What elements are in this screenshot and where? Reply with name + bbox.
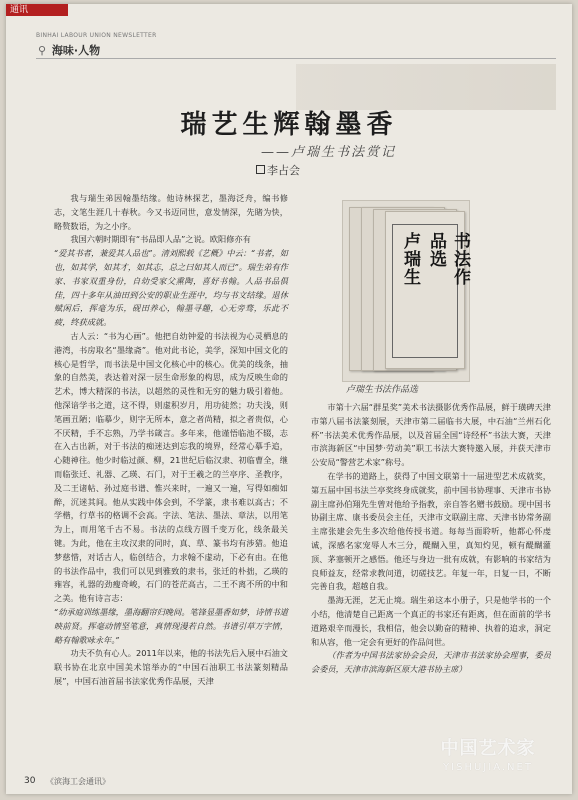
cover-title-col-a: 卢瑞生 (400, 232, 420, 286)
paragraph: 我与瑞生弟因翰墨结缘。他诗林探艺，墨海泛舟，编书修志，文笔生涯几十春秋。今又书迈同世，意发情深，先睹为快，略赘数语，为之小序。 (54, 193, 288, 231)
site-watermark (408, 734, 568, 773)
watermark-line1: 中国艺术家 (440, 738, 536, 759)
article-title: 瑞艺生辉翰墨香 (180, 110, 398, 140)
paragraph: 我国六朝时期即有“书品即人品”之说。欧阳修亦有 (70, 234, 251, 245)
book-cover-front (385, 211, 470, 369)
header-divider (36, 58, 556, 59)
section-label: 海味·人物 (51, 44, 101, 57)
newsletter-label: BINHAI LABOUR UNION NEWSLETTER (36, 32, 157, 39)
magazine-page (6, 4, 572, 794)
article-column-right (311, 401, 551, 677)
author-name: 李占会 (267, 164, 300, 177)
author-note: （作者为中国书法家协会会员，天津市书法家协会理事，委员会委员，天津市滨海新区原大港书协主席） (311, 650, 551, 675)
cover-title-col-b: 书法作品选 (426, 232, 470, 286)
publication-name: 《滨海工会通讯》 (46, 777, 110, 786)
page-number: 30 (24, 776, 36, 786)
paragraph: 墨海无涯，艺无止境。瑞生弟这本小册子，只是他学书的一个小结，他清楚自己距离一个真正的书家还有距离，但在面前的学书道路艰辛而漫长，我相信，他会以勤奋的精神、执着的追求，洞定和从容，他一定会有更好的作品问世。 (311, 595, 551, 647)
watermark-line2: YISHUJIA.NET (443, 762, 533, 773)
article-subtitle: ——卢瑞生书法赏记 (261, 145, 397, 160)
quote-paragraph: “爱其书者，兼爱其人品也”。清刘熙载《艺概》中云：“书者，如也，如其学，如其才，如其志，总之曰如其人而已”。瑞生弟有作家、书家双重身份，自幼受家父熏陶，喜好书翰。人品书品俱佳，四十多年从油田到公安的职业生涯中，均与书文结缘。退休赋闲后，挥毫为乐，砚田养心，翰墨寻趣，心无旁骛，乐此不疲，终获成就。 (54, 248, 288, 328)
paragraph: 在学书的道路上，获得了中国文联第十一届进型艺术成就奖，第五届中国书法兰亭奖终身成就奖，前中国书协理事、天津市书协副主席孙伯翔先生曾对他给予指教，亲自答名赠书鼓励。现中国书协副主席、康书委员会主任，天津市文联副主席、天津书协常务副主席张建会先生多次给他传授书道。每每当面聆听，他都心怀虔诚，深感名家宠辱人木三分，醍醐入里，真知灼见，顿有醍醐灌顶、茅塞顿开之感悟。他还与身边一批有成就，有影响的书家结为良师益友，经常求教问道，切磋技艺。年复一年，日复一日，不断完善自我，超越自我。 (311, 470, 551, 592)
author-box-icon (256, 165, 265, 174)
paragraph: 市第十六届“群星奖”美术书法摄影优秀作品展，鲜于璜碑天津市第八届书法篆刻展，天津市第二届临书大展，中石油“兰州石化杯”书法美术优秀作品展，以及首届全国“诗经杯”书法大赛，天津市滨海新区“中国梦·劳动美”职工书法大赛特邀入展，并获天津市公安局“警营艺术家”称号。 (311, 402, 551, 468)
section-heading (38, 42, 100, 58)
figure-caption: 卢瑞生书法作品选 (346, 385, 419, 395)
article-author (256, 162, 300, 178)
cover-title (398, 232, 470, 286)
poem-paragraph: “幼承庭训练墨缘，墨海翻帘归晚间。笔锋显墨香如梦，诗情书道映前贤。挥毫动情坚笔意，真情现漫若自然。书谱引草万字情，略有翰歌咏永年。” (54, 606, 288, 645)
article-column-left (54, 192, 288, 689)
corner-mark: 通讯 (6, 4, 68, 16)
book-cover-photo (342, 200, 470, 382)
paragraph: 古人云：“书为心画”。他把自幼钟爱的书法视为心灵栖息的港湾，书房取名“墨缘斋”。他对此书论，美学，深知中国文化的核心是哲学，而书法是中国文化核心中的核心。优美的线条，抽象的自然美，表达着对深一层生命形象的构思，成为反映生命的艺术，博大精深的书法，以超然的灵性和无穷的魅力吸引着他。他深谙学书之道，这不得，则虚积岁月，用功徒然；功夫浅，则笔画丑陋；临摹少，则字无所本，意之者尚精，拟之者贵似，心不厌精，手不忘熟，乃学书箴言。多年来，他谨悟临池不辍，志在入古出新，对于书法的痴迷达到忘我的境界，经常心摹手追，心随神往。他少时临过颜、柳，21世纪后临汉隶、初临曹全，继而临张迁、礼器、乙瑛、石门，对于王羲之的兰亭序、圣教序，及二王诸帖、孙过庭书谱、惟兴来时，一遍又一遍，写得如痴如醉，沉迷其间。他从实践中体会到，不学篆，隶书难以高古；不学楷，行草书的格调不会高。字法、笔法、墨法、章法，以用笔为上，而用笔千古不易。书法的点线方圆千变万化，线条最关键。为此，他在主攻汉隶的同时，真、草、篆书均有涉猎。他追梦慈惜，对话古人，临创结合，力求翰不虚动，下必有由。在他的书法作品中，我们可以见到雅致的隶书，张迁的朴拙，乙瑛的雍容，礼器的劲瘦奇峻，石门的苍茫高古，二王不离不所的中和之美。他有诗言志： (54, 330, 288, 604)
paragraph: 功夫不负有心人。2011年以来，他的书法先后入展中石油文联书协在北京中国美术馆举办的“中国石油职工书法篆刻精品展”，中国石油首届书法家优秀作品展，天津 (54, 648, 288, 686)
search-icon: ⚲ (38, 44, 47, 57)
